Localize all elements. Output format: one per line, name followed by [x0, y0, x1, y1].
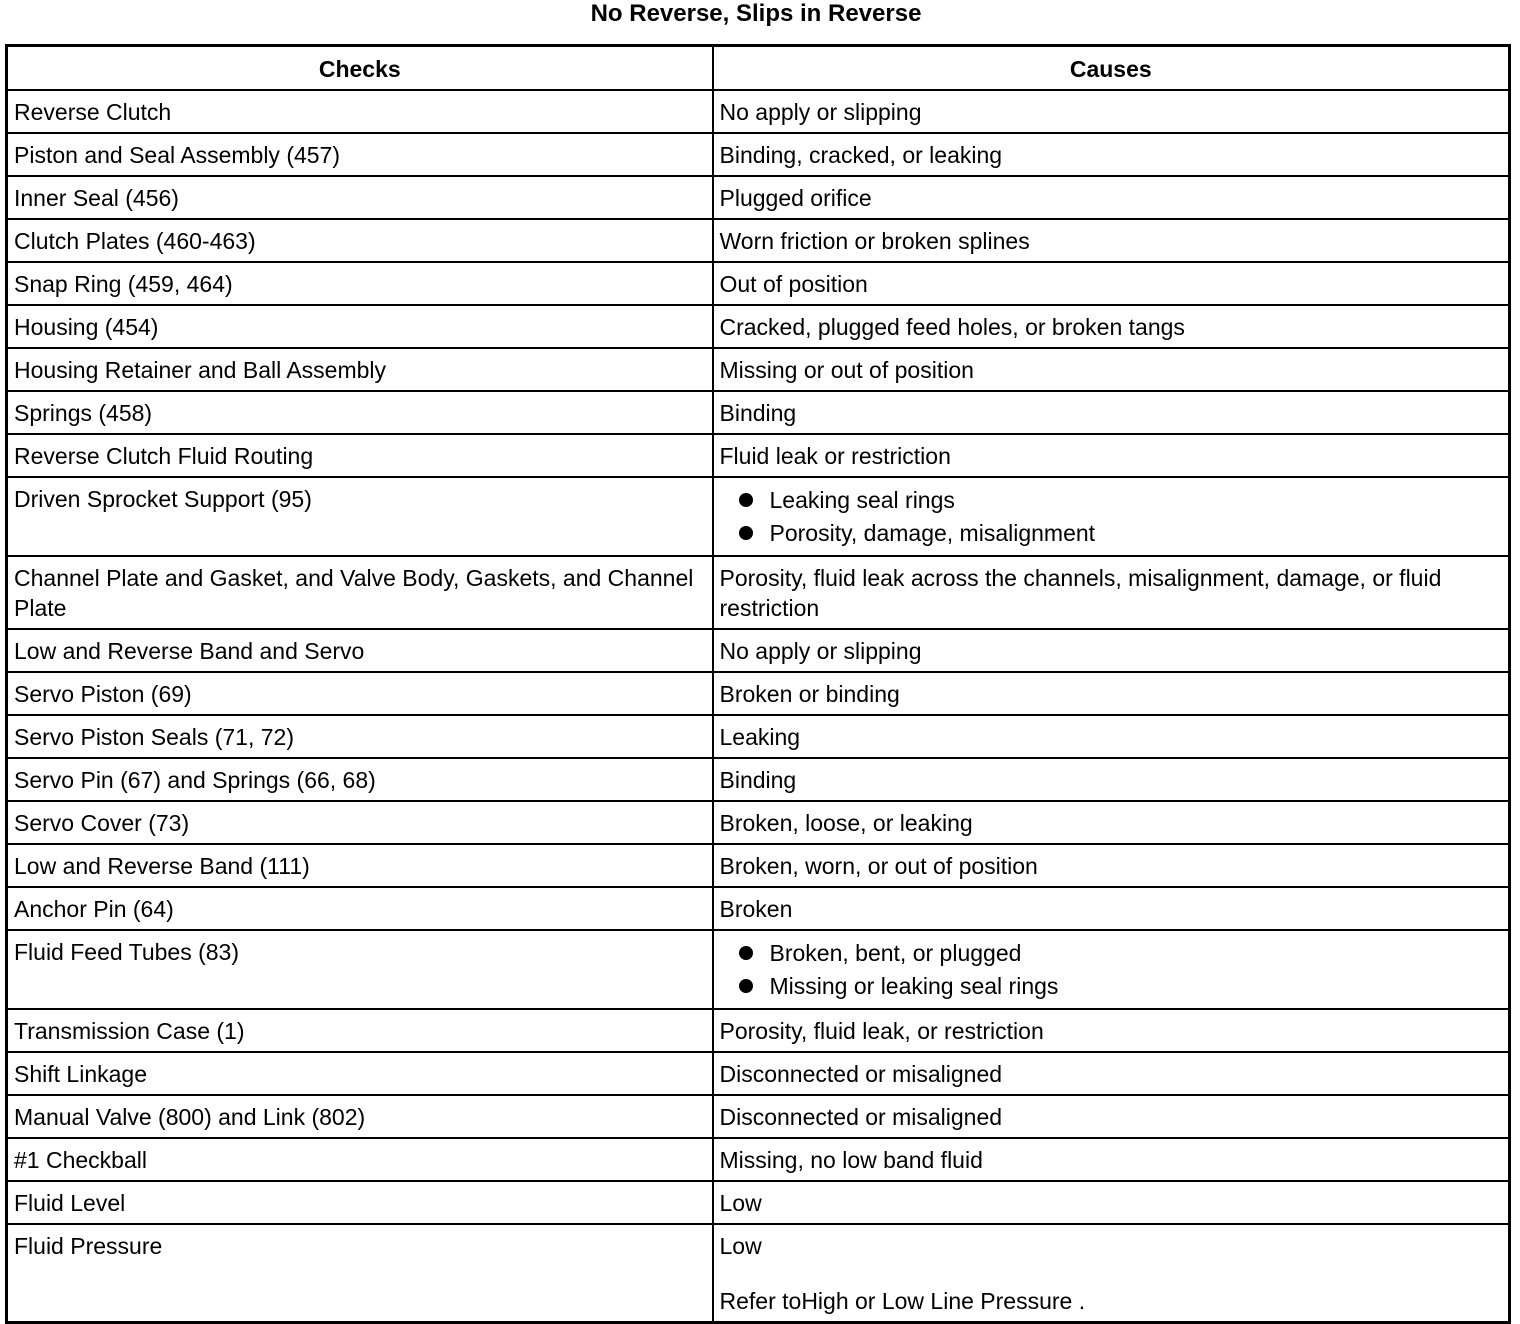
check-cell: Reverse Clutch Fluid Routing — [7, 434, 713, 477]
cause-text: Leaking — [719, 724, 801, 750]
cause-text: Binding — [719, 400, 797, 426]
check-cell: Housing (454) — [7, 305, 713, 348]
cause-cell — [713, 1181, 1510, 1224]
cause-text: Missing, no low band fluid — [719, 1147, 983, 1173]
check-cell: Transmission Case (1) — [7, 1009, 713, 1052]
cause-cell — [713, 801, 1510, 844]
cause-cell — [713, 672, 1510, 715]
check-cell: Manual Valve (800) and Link (802) — [7, 1095, 713, 1138]
cause-text: Disconnected or misaligned — [719, 1061, 1003, 1087]
cause-text: Broken, loose, or leaking — [719, 810, 973, 836]
cause-text: Broken, worn, or out of position — [719, 853, 1038, 879]
diagnostic-table — [5, 44, 1511, 1324]
check-cell: Low and Reverse Band (111) — [7, 844, 713, 887]
cause-cell — [713, 1095, 1510, 1138]
check-cell: Fluid Level — [7, 1181, 713, 1224]
cause-text: Binding, cracked, or leaking — [719, 142, 1003, 168]
check-cell: Fluid Pressure — [7, 1224, 713, 1323]
cause-text: Fluid leak or restriction — [719, 443, 951, 469]
check-cell: Channel Plate and Gasket, and Valve Body, Gaskets, and Channel Plate — [7, 556, 713, 629]
table-row — [7, 348, 1510, 391]
table-row — [7, 801, 1510, 844]
cause-cell — [713, 887, 1510, 930]
table-row — [7, 887, 1510, 930]
check-cell: #1 Checkball — [7, 1138, 713, 1181]
check-cell: Servo Pin (67) and Springs (66, 68) — [7, 758, 713, 801]
table-row — [7, 391, 1510, 434]
cause-cell — [713, 477, 1510, 556]
table-row — [7, 477, 1510, 556]
cause-cell — [713, 434, 1510, 477]
cause-cell — [713, 844, 1510, 887]
table-body — [7, 90, 1510, 1323]
table-row — [7, 219, 1510, 262]
cause-text: Porosity, fluid leak, or restriction — [719, 1018, 1044, 1044]
check-cell: Housing Retainer and Ball Assembly — [7, 348, 713, 391]
cause-bullet-item: Broken, bent, or plugged — [720, 937, 1503, 970]
check-cell: Anchor Pin (64) — [7, 887, 713, 930]
check-cell: Driven Sprocket Support (95) — [7, 477, 713, 556]
cause-cell — [713, 1009, 1510, 1052]
table-row — [7, 90, 1510, 133]
check-cell: Clutch Plates (460-463) — [7, 219, 713, 262]
table-row — [7, 758, 1510, 801]
check-cell: Servo Cover (73) — [7, 801, 713, 844]
check-cell: Snap Ring (459, 464) — [7, 262, 713, 305]
table-row — [7, 133, 1510, 176]
cause-cell — [713, 90, 1510, 133]
check-cell: Springs (458) — [7, 391, 713, 434]
table-row — [7, 715, 1510, 758]
cause-cell — [713, 176, 1510, 219]
cause-bullet-item: Leaking seal rings — [720, 484, 1503, 517]
cause-text: No apply or slipping — [719, 99, 922, 125]
cause-text: Porosity, fluid leak across the channels, misalignment, damage, or fluid restriction — [719, 565, 1442, 621]
table-row — [7, 629, 1510, 672]
cause-text: No apply or slipping — [719, 638, 922, 664]
cause-text: Plugged orifice — [719, 185, 872, 211]
document-title: No Reverse, Slips in Reverse — [590, 0, 922, 27]
cause-cell — [713, 262, 1510, 305]
table-row — [7, 1009, 1510, 1052]
cause-text: Worn friction or broken splines — [719, 228, 1030, 254]
cause-cell — [713, 629, 1510, 672]
cause-text: Broken — [719, 896, 793, 922]
cause-bullet-item: Missing or leaking seal rings — [720, 970, 1503, 1003]
cause-text: Broken or binding — [719, 681, 900, 707]
cause-text: Binding — [719, 767, 797, 793]
cause-cell — [713, 391, 1510, 434]
cause-cell — [713, 305, 1510, 348]
check-cell: Low and Reverse Band and Servo — [7, 629, 713, 672]
cause-cell — [713, 715, 1510, 758]
cause-text: Low — [719, 1190, 762, 1216]
check-cell: Shift Linkage — [7, 1052, 713, 1095]
cause-text: Disconnected or misaligned — [719, 1104, 1003, 1130]
cause-cell — [713, 556, 1510, 629]
causes-column-header: Causes — [713, 46, 1510, 91]
check-cell: Servo Piston (69) — [7, 672, 713, 715]
cause-cell — [713, 1224, 1510, 1323]
cause-cell — [713, 1138, 1510, 1181]
cause-text: Out of position — [719, 271, 868, 297]
check-cell: Reverse Clutch — [7, 90, 713, 133]
cause-cell — [713, 930, 1510, 1009]
check-cell: Piston and Seal Assembly (457) — [7, 133, 713, 176]
table-row — [7, 556, 1510, 629]
table-row — [7, 1224, 1510, 1323]
table-row — [7, 1095, 1510, 1138]
table-row — [7, 176, 1510, 219]
cause-cell — [713, 348, 1510, 391]
check-cell: Fluid Feed Tubes (83) — [7, 930, 713, 1009]
cause-reference-note: Refer toHigh or Low Line Pressure . — [719, 1288, 1086, 1314]
cause-text: Missing or out of position — [719, 357, 974, 383]
cause-text: Cracked, plugged feed holes, or broken tangs — [719, 314, 1185, 340]
cause-cell — [713, 1052, 1510, 1095]
cause-cell — [713, 219, 1510, 262]
table-row — [7, 262, 1510, 305]
table-row — [7, 1138, 1510, 1181]
cause-bullet-list — [720, 937, 1503, 1003]
cause-text: Low — [719, 1233, 762, 1259]
table-row — [7, 844, 1510, 887]
table-row — [7, 434, 1510, 477]
table-row — [7, 930, 1510, 1009]
table-header-row — [7, 46, 1510, 91]
check-cell: Inner Seal (456) — [7, 176, 713, 219]
checks-column-header: Checks — [7, 46, 713, 91]
cause-bullet-item: Porosity, damage, misalignment — [720, 517, 1503, 550]
table-row — [7, 305, 1510, 348]
cause-cell — [713, 758, 1510, 801]
cause-cell — [713, 133, 1510, 176]
table-row — [7, 1181, 1510, 1224]
check-cell: Servo Piston Seals (71, 72) — [7, 715, 713, 758]
table-row — [7, 672, 1510, 715]
table-row — [7, 1052, 1510, 1095]
cause-bullet-list — [720, 484, 1503, 550]
